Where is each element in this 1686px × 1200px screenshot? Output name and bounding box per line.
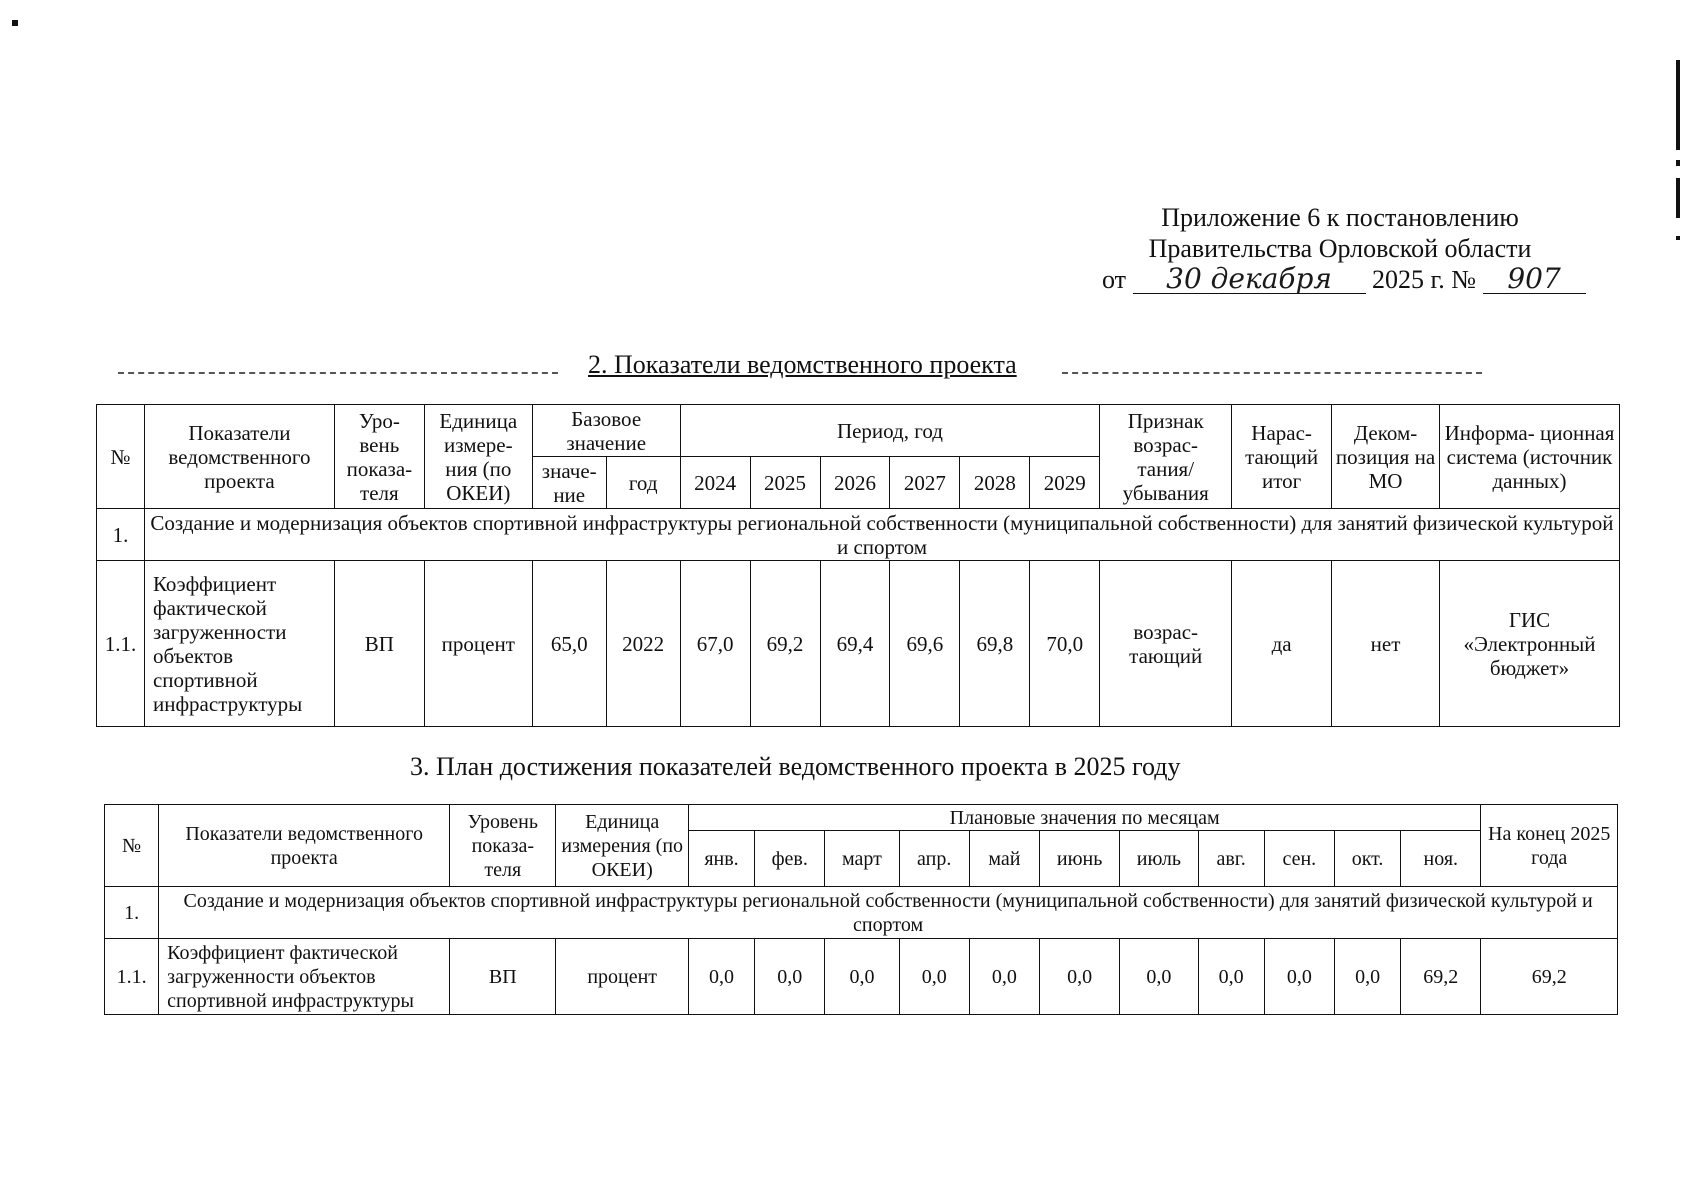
plan-header-year-end: На конец 2025 года <box>1481 805 1618 887</box>
annex-line-2: Правительства Орловской области <box>1148 234 1532 263</box>
handwritten-number: 907 <box>1483 265 1586 294</box>
group-title: Создание и модернизация объектов спортивной инфраструктуры региональной собственности (муниципальной собственности) для занятий физической культурой и спортом <box>144 509 1619 561</box>
plan-header-month: март <box>825 831 899 887</box>
table-row <box>97 561 1620 727</box>
scan-corner-mark <box>12 20 18 26</box>
annex-date-prefix: от <box>1102 265 1127 294</box>
header-cumulative: Нарас- тающий итог <box>1232 405 1332 509</box>
plan-row-unit: процент <box>556 939 688 1015</box>
header-indicator: Показатели ведомственного проекта <box>144 405 334 509</box>
header-year: 2029 <box>1030 457 1100 509</box>
plan-header-month: июнь <box>1040 831 1120 887</box>
plan-row-year-end: 69,2 <box>1481 939 1618 1015</box>
header-year: 2026 <box>820 457 890 509</box>
header-base-year: год <box>606 457 680 509</box>
row-indicator: Коэффициент фактической загруженности объектов спортивной инфраструктуры <box>144 561 334 727</box>
row-decomposition: нет <box>1332 561 1440 727</box>
row-year-value: 69,2 <box>750 561 820 727</box>
plan-row-month-value: 0,0 <box>688 939 754 1015</box>
plan-row-month-value: 0,0 <box>969 939 1039 1015</box>
plan-header-indicator: Показатели ведомственного проекта <box>159 805 450 887</box>
table-row <box>105 939 1618 1015</box>
group-row <box>97 509 1620 561</box>
row-level: ВП <box>334 561 424 727</box>
row-year-value: 69,4 <box>820 561 890 727</box>
plan-header-month: июль <box>1120 831 1198 887</box>
plan-row-month-value: 69,2 <box>1401 939 1481 1015</box>
row-trend: возрас- тающий <box>1100 561 1232 727</box>
plan-group-title: Создание и модернизация объектов спортивной инфраструктуры региональной собственности (муниципальной собственности) для занятий физической культурой и спортом <box>159 887 1618 939</box>
row-year-value: 70,0 <box>1030 561 1100 727</box>
plan-row-month-value: 0,0 <box>1040 939 1120 1015</box>
plan-row-month-value: 0,0 <box>1334 939 1400 1015</box>
header-year: 2025 <box>750 457 820 509</box>
plan-header-level: Уровень показа- теля <box>450 805 556 887</box>
plan-header-month: май <box>969 831 1039 887</box>
row-year-value: 69,6 <box>890 561 960 727</box>
header-year: 2024 <box>680 457 750 509</box>
header-unit: Единица измере- ния (по ОКЕИ) <box>424 405 532 509</box>
annex-line-1: Приложение 6 к постановлению <box>1161 203 1519 232</box>
annex-header <box>1080 202 1600 295</box>
row-year-value: 67,0 <box>680 561 750 727</box>
header-num: № <box>97 405 145 509</box>
plan-header-unit: Единица измерения (по ОКЕИ) <box>556 805 688 887</box>
plan-row-month-value: 0,0 <box>755 939 825 1015</box>
plan-header-month: фев. <box>755 831 825 887</box>
row-base-year: 2022 <box>606 561 680 727</box>
header-year: 2027 <box>890 457 960 509</box>
plan-group-row <box>105 887 1618 939</box>
plan-header-month: сен. <box>1264 831 1334 887</box>
plan-header-month: апр. <box>899 831 969 887</box>
plan-row-month-value: 0,0 <box>1120 939 1198 1015</box>
plan-row-month-value: 0,0 <box>825 939 899 1015</box>
header-base-value: значе- ние <box>532 457 606 509</box>
plan-header-month: янв. <box>688 831 754 887</box>
header-base: Базовое значение <box>532 405 680 457</box>
scan-edge-marks <box>1676 60 1682 280</box>
plan-header-monthly: Плановые значения по месяцам <box>688 805 1481 831</box>
header-period: Период, год <box>680 405 1100 457</box>
header-decomposition: Деком- позиция на МО <box>1332 405 1440 509</box>
row-unit: процент <box>424 561 532 727</box>
header-trend: Признак возрас- тания/ убывания <box>1100 405 1232 509</box>
dashed-rule-right <box>1062 372 1482 374</box>
row-base-value: 65,0 <box>532 561 606 727</box>
annex-date-line <box>1080 264 1600 295</box>
plan-table <box>104 804 1618 1015</box>
plan-header-month: окт. <box>1334 831 1400 887</box>
plan-row-month-value: 0,0 <box>1198 939 1264 1015</box>
handwritten-date: 30 декабря <box>1133 265 1366 294</box>
header-year: 2028 <box>960 457 1030 509</box>
section-2-title: 2. Показатели ведомственного проекта <box>588 350 1017 379</box>
plan-row-level: ВП <box>450 939 556 1015</box>
header-level: Уро- вень показа- теля <box>334 405 424 509</box>
header-info-system: Информа- ционная система (источник данных) <box>1440 405 1620 509</box>
plan-header-num: № <box>105 805 159 887</box>
plan-row-indicator: Коэффициент фактической загруженности объектов спортивной инфраструктуры <box>159 939 450 1015</box>
indicators-table <box>96 404 1620 727</box>
plan-header-month: ноя. <box>1401 831 1481 887</box>
row-info-system: ГИС «Электронный бюджет» <box>1440 561 1620 727</box>
plan-row-month-value: 0,0 <box>899 939 969 1015</box>
dashed-rule-left <box>118 372 558 374</box>
section-3-title: 3. План достижения показателей ведомственного проекта в 2025 году <box>410 752 1181 781</box>
row-num: 1.1. <box>97 561 145 727</box>
plan-row-num: 1.1. <box>105 939 159 1015</box>
group-num: 1. <box>97 509 145 561</box>
annex-year-text: 2025 г. № <box>1372 265 1477 294</box>
plan-row-month-value: 0,0 <box>1264 939 1334 1015</box>
row-year-value: 69,8 <box>960 561 1030 727</box>
plan-group-num: 1. <box>105 887 159 939</box>
plan-header-month: авг. <box>1198 831 1264 887</box>
row-cumulative: да <box>1232 561 1332 727</box>
